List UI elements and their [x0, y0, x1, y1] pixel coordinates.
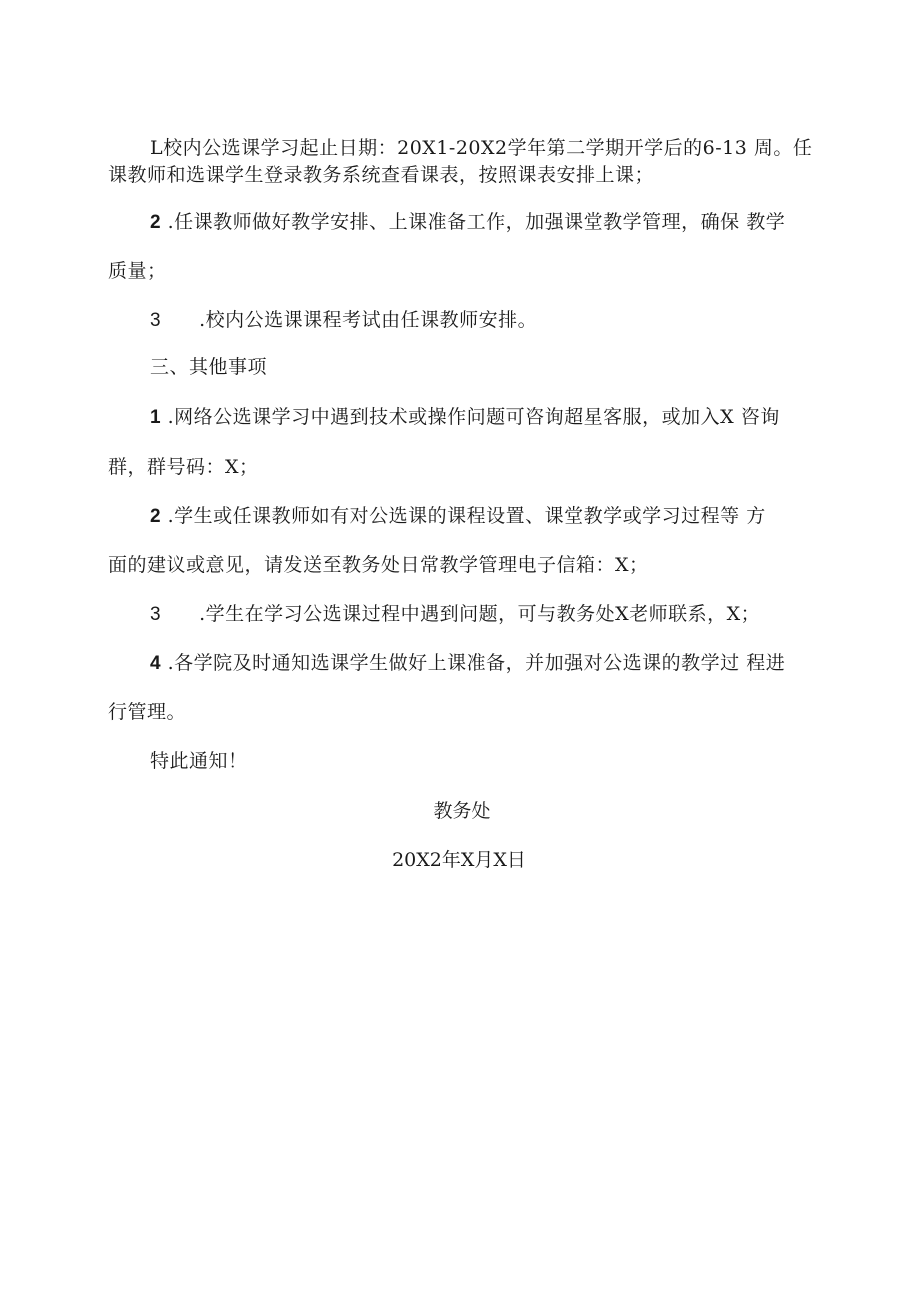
item-1-line-2: 课教师和选课学生登录教务系统查看课表，按照课表安排上课； [108, 164, 655, 186]
section-3-heading: 三、其他事项 [150, 356, 268, 378]
s3-item-3 [150, 602, 760, 627]
s3-item-2-line-1: .学生或任课教师如有对公选课的课程设置、课堂教学或学习过程等 方 [167, 505, 766, 527]
item-2-line-2: 质量； [108, 260, 167, 282]
s3-item-3-line-1: .学生在学习公选课过程中遇到问题，可与教务处X老师联系，X； [199, 603, 761, 625]
item-2-line-1: .任课教师做好教学安排、上课准备工作，加强课堂教学管理，确保 教学 [167, 211, 786, 233]
s3-item-4-number: 4 [150, 653, 162, 674]
s3-item-2 [150, 504, 766, 529]
s3-item-2-number: 2 [150, 506, 162, 527]
s3-item-1-line-2: 群，群号码：X； [108, 456, 259, 478]
closing-text: 特此通知！ [150, 750, 248, 772]
item-2 [150, 210, 785, 235]
s3-item-1-line-1: .网络公选课学习中遇到技术或操作问题可咨询超星客服，或加入X 咨询 [167, 406, 780, 428]
item-1-line-1: L校内公选课学习起止日期：20X1-20X2学年第二学期开学后的6-13 周。任 [150, 137, 813, 159]
signature-date: 20X2年X月X日 [392, 849, 526, 871]
s3-item-1-number: 1 [150, 407, 162, 428]
s3-item-4-line-1: .各学院及时通知选课学生做好上课准备，并加强对公选课的教学过 程进 [167, 652, 786, 674]
s3-item-2-line-2: 面的建议或意见，请发送至教务处日常教学管理电子信箱：X； [108, 554, 649, 576]
s3-item-3-number: 3 [150, 604, 162, 625]
signature-office: 教务处 [433, 800, 491, 822]
s3-item-4 [150, 651, 785, 676]
s3-item-4-line-2: 行管理。 [108, 701, 187, 723]
item-3-line-1: .校内公选课课程考试由任课教师安排。 [199, 309, 538, 331]
s3-item-1 [150, 405, 780, 430]
item-2-number: 2 [150, 212, 162, 233]
item-3 [150, 308, 537, 333]
item-3-number: 3 [150, 310, 162, 331]
